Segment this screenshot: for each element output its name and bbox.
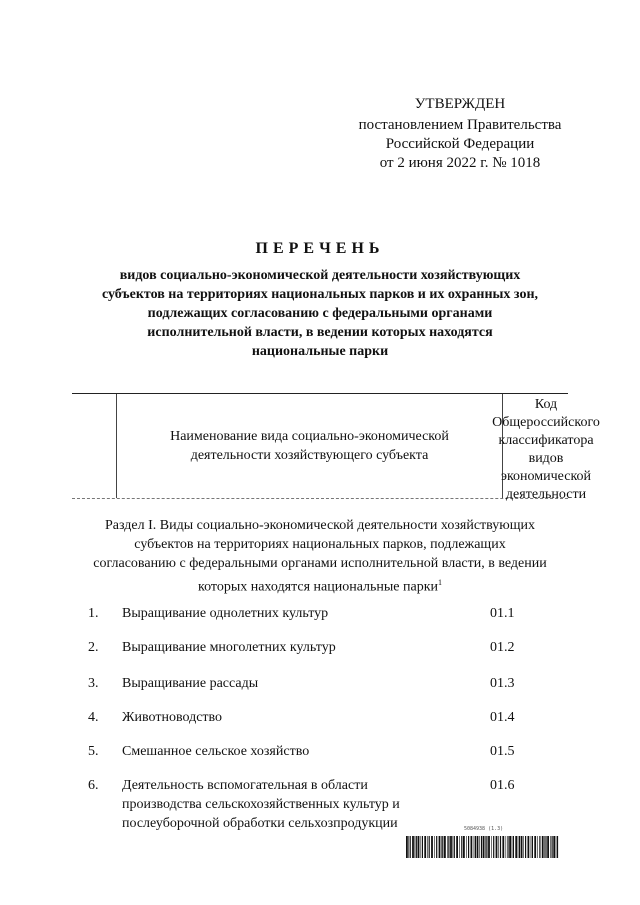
subtitle-line: субъектов на территориях национальных парков и их охранных зон, [101,287,539,302]
row-activity: Деятельность вспомогательная в области производства сельскохозяйственных культур и послеуборочной обработки сельхозпродукции [122,778,400,831]
row-activity: Животноводство [122,710,223,725]
row-activity: Выращивание многолетних культур [122,640,336,655]
table-header-name-cell [117,394,503,498]
section-line: согласованию с федеральными органами исполнительной власти, в ведении [93,556,547,571]
subtitle-line: подлежащих согласованию с федеральными органами [147,306,493,321]
row-code: 01.4 [490,710,515,725]
row-activity: Выращивание рассады [122,676,259,691]
subtitle-line: национальные парки [251,344,389,359]
approval-heading: УТВЕРЖДЕН [414,96,506,112]
row-code: 01.3 [490,676,515,691]
document-title: ПЕРЕЧЕНЬ [255,240,385,257]
header-code-line: Общероссийского [492,415,600,430]
barcode-label: 5084938 (1.3) [464,826,504,832]
approval-line: Российской Федерации [385,136,535,152]
header-code-line: видов [528,451,564,466]
approval-line: постановлением Правительства [358,117,562,133]
document-subtitle [90,266,550,361]
section-line: которых находятся национальные парки$^1$ [197,578,443,595]
table-header [72,393,600,502]
header-name-line: Наименование вида социально-экономической [170,429,449,444]
header-code-line: деятельности [505,487,587,502]
row-activity: Выращивание однолетних культур [122,606,329,621]
subtitle-line: исполнительной власти, в ведении которых находятся [147,325,493,340]
row-number: 5. [88,744,99,759]
section-line: субъектов на территориях национальных парков, подлежащих [134,537,506,552]
table-header-number-cell [72,394,117,498]
row-code: 01.5 [490,744,515,759]
row-code: 01.6 [490,778,515,793]
row-number: 2. [88,640,99,655]
footnote-mark: 1 [438,578,443,587]
header-name-line: деятельности хозяйствующего субъекта [190,448,429,463]
table-header-code-cell [492,394,600,502]
barcode-image [406,836,560,858]
approval-stamp [340,95,580,173]
header-code-line: классификатора [498,433,594,448]
header-code-line: Код [534,397,558,412]
section-heading [70,516,570,597]
subtitle-line: видов социально-экономической деятельности хозяйствующих [119,268,521,283]
row-number: 6. [88,778,99,793]
approval-date: от 2 июня 2022 г. № 1018 [379,155,541,171]
row-activity: Смешанное сельское хозяйство [122,744,310,759]
header-code-line: экономической [500,469,592,484]
row-code: 01.1 [490,606,515,621]
row-number: 1. [88,606,99,621]
row-code: 01.2 [490,640,515,655]
row-number: 3. [88,676,99,691]
section-line: Раздел I. Виды социально-экономической деятельности хозяйствующих [104,518,536,533]
row-number: 4. [88,710,99,725]
